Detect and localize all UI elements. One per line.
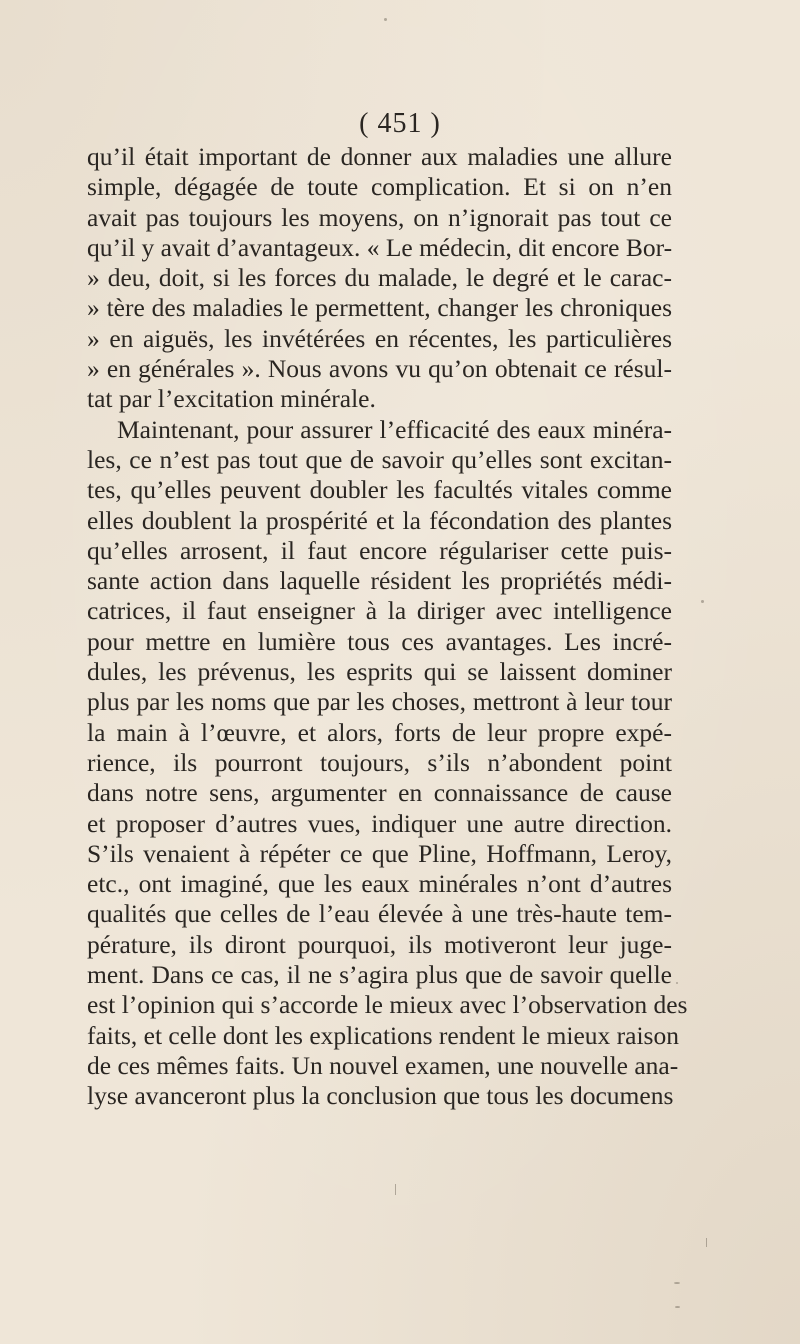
paper-speck [675,1306,680,1308]
page-number: ( 451 ) [359,108,441,139]
text-line: » en aiguës, les invétérées en récentes, les particulières [87,323,672,353]
text-line: est l’opinion qui s’accorde le mieux avec l’observation des [87,990,688,1020]
text-line: dules, les prévenus, les esprits qui se laissent dominer [87,657,672,687]
text-line: sante action dans laquelle résident les propriétés médi- [87,566,672,596]
text-line: plus par les noms que par les choses, mettront à leur tour [87,687,672,717]
text-line: » en générales ». Nous avons vu qu’on obtenait ce résul- [87,354,672,384]
paper-speck [395,1184,396,1195]
paper-speck [384,18,387,21]
text-line: de ces mêmes faits. Un nouvel examen, une nouvelle ana- [87,1050,679,1080]
text-line: lyse avanceront plus la conclusion que tous les documens [87,1081,674,1111]
text-line: qu’il était important de donner aux maladies une allure [87,142,672,171]
text-line: ment. Dans ce cas, il ne s’agira plus que de savoir quelle [87,960,672,990]
paper-speck [706,1238,707,1247]
text-line: dans notre sens, argumenter en connaissance de cause [87,778,672,808]
text-line: et proposer d’autres vues, indiquer une autre direction. [87,808,672,838]
text-line: tes, qu’elles peuvent doubler les facultés vitales comme [87,475,672,505]
text-line: catrices, il faut enseigner à la diriger avec intelligence [87,596,672,626]
text-line: Maintenant, pour assurer l’efficacité des eaux minéra- [117,414,672,444]
text-line: » deu, doit, si les forces du malade, le degré et le carac- [87,263,672,293]
paper-speck [676,982,678,984]
text-line: simple, dégagée de toute complication. Et si on n’en [87,172,672,202]
body-text [87,142,688,1112]
text-line: les, ce n’est pas tout que de savoir qu’elles sont excitan- [87,444,672,474]
text-line: » tère des maladies le permettent, changer les chroniques [87,293,672,323]
text-line: qualités que celles de l’eau élevée à une très-haute tem- [87,899,672,929]
text-line: elles doublent la prospérité et la fécondation des plantes [87,505,672,535]
text-line: faits, et celle dont les explications rendent le mieux raison [87,1020,679,1050]
text-line: qu’elles arrosent, il faut encore régulariser cette puis- [87,535,672,565]
text-line: etc., ont imaginé, que les eaux minérales n’ont d’autres [87,869,672,899]
text-line: la main à l’œuvre, et alors, forts de leur propre expé- [87,717,672,747]
text-line: rience, ils pourront toujours, s’ils n’abondent point [87,747,672,777]
paper-speck [674,1282,680,1284]
text-line: S’ils venaient à répéter ce que Pline, Hoffmann, Leroy, [87,838,672,868]
text-line: pour mettre en lumière tous ces avantages. Les incré- [87,626,672,656]
text-line: pérature, ils diront pourquoi, ils motiveront leur juge- [87,929,672,959]
text-line: avait pas toujours les moyens, on n’ignorait pas tout ce [87,202,672,232]
text-line: tat par l’excitation minérale. [87,384,376,414]
text-line: qu’il y avait d’avantageux. « Le médecin, dit encore Bor- [87,232,673,262]
paper-speck [701,600,704,603]
